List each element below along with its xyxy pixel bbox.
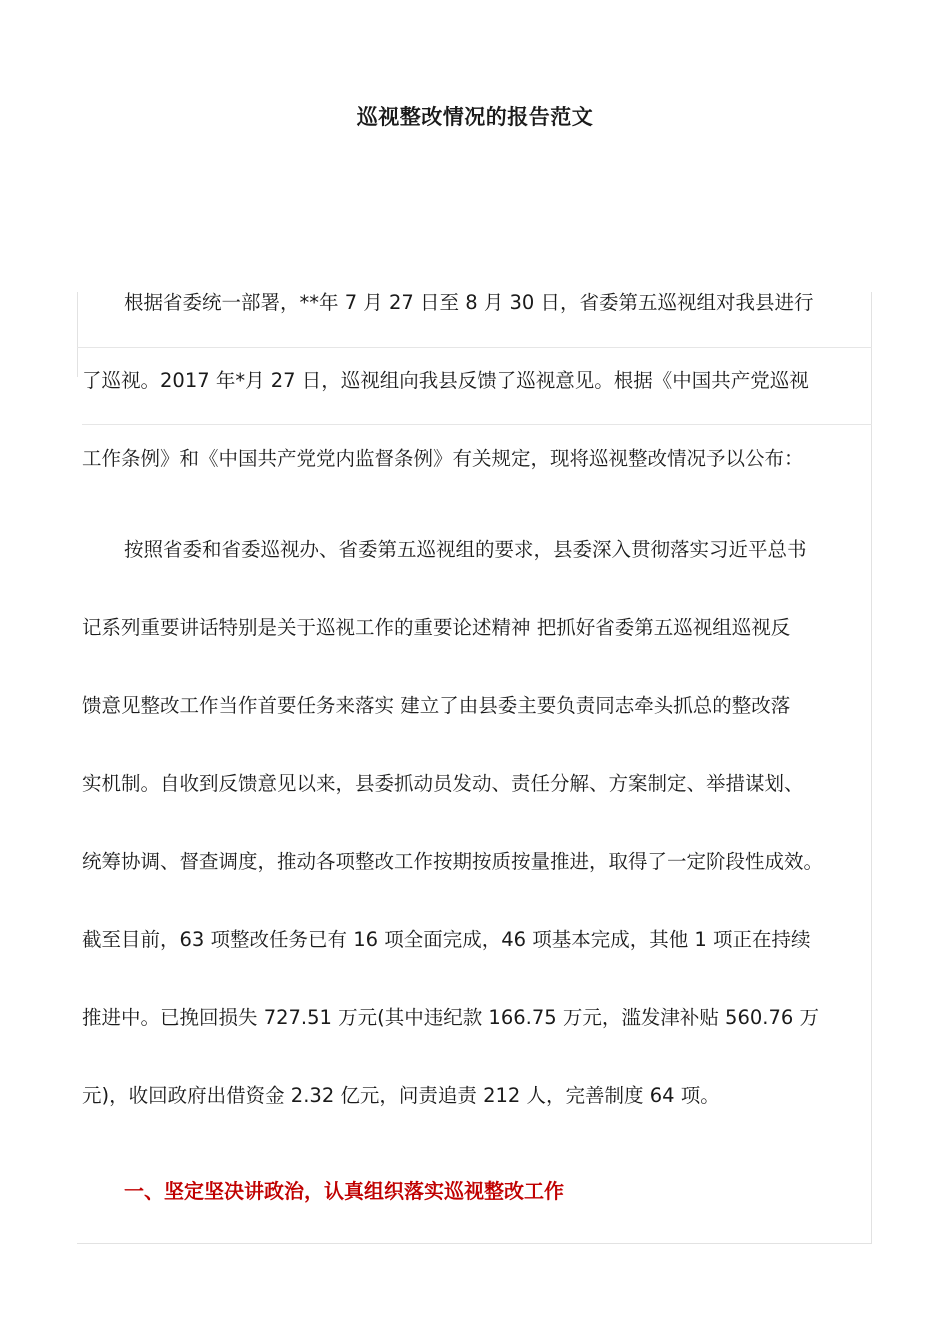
text-line: 截至目前，63 项整改任务已有 16 项全面完成，46 项基本完成，其他 1 项正在持续: [82, 928, 811, 951]
table-border-left: [77, 292, 78, 377]
text-line: 实机制。自收到反馈意见以来，县委抓动员发动、责任分解、方案制定、举措谋划、: [82, 772, 804, 795]
text-line: 推进中。已挽回损失 727.51 万元(其中违纪款 166.75 万元，滥发津补贴 560.76 万: [82, 1006, 819, 1029]
table-rule: [77, 347, 872, 348]
text-line: 元)，收回政府出借资金 2.32 亿元，问责追责 212 人，完善制度 64 项。: [82, 1084, 720, 1107]
text-line: 根据省委统一部署，**年 7 月 27 日至 8 月 30 日，省委第五巡视组对我县进行: [124, 291, 814, 314]
table-border-bottom: [77, 1243, 872, 1244]
page-title: 巡视整改情况的报告范文: [356, 105, 594, 129]
text-line: 工作条例》和《中国共产党党内监督条例》有关规定，现将巡视整改情况予以公布：: [82, 447, 804, 470]
section-heading: 一、坚定坚决讲政治，认真组织落实巡视整改工作: [124, 1179, 564, 1203]
text-line: 记系列重要讲话特别是关于巡视工作的重要论述精神 把抓好省委第五巡视组巡视反: [82, 616, 791, 639]
text-line: 了巡视。2017 年*月 27 日，巡视组向我县反馈了巡视意见。根据《中国共产党巡视: [82, 369, 809, 392]
text-line: 馈意见整改工作当作首要任务来落实 建立了由县委主要负责同志牵头抓总的整改落: [82, 694, 791, 717]
text-line: 统筹协调、督查调度，推动各项整改工作按期按质按量推进，取得了一定阶段性成效。: [82, 850, 824, 873]
table-rule: [82, 424, 872, 425]
text-line: 按照省委和省委巡视办、省委第五巡视组的要求，县委深入贯彻落实习近平总书: [124, 538, 807, 561]
